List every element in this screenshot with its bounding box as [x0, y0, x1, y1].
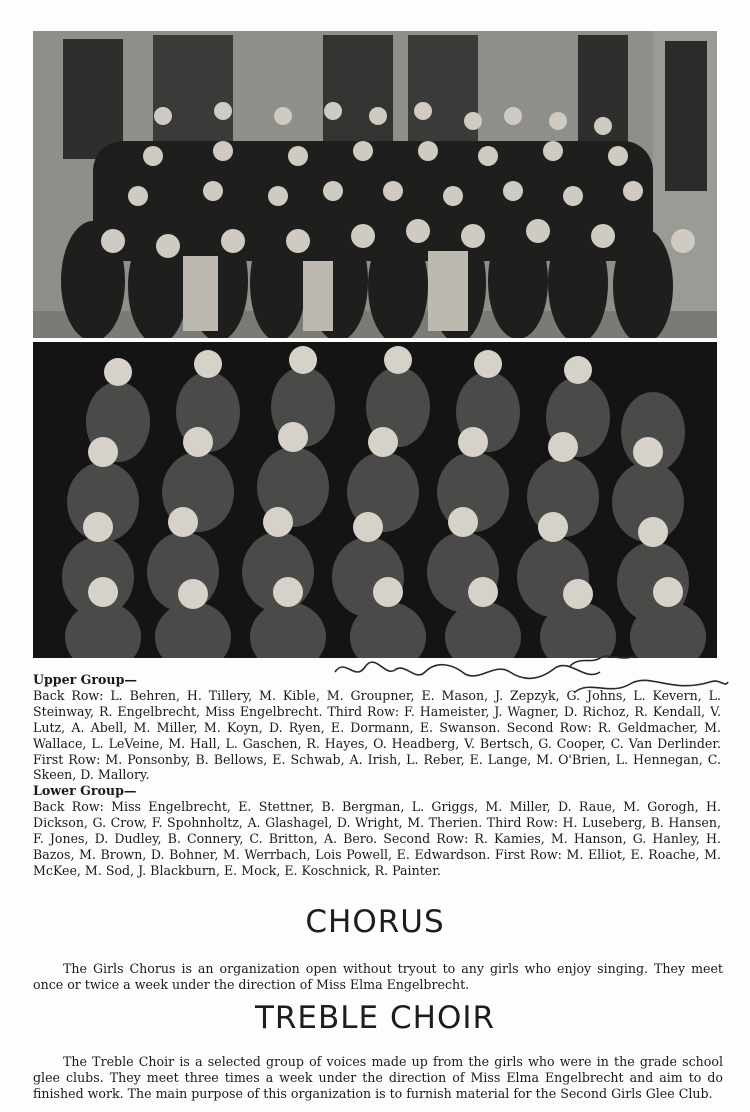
- photo-caption: [33, 672, 721, 879]
- chorus-title: CHORUS: [305, 904, 445, 940]
- treble-choir-paragraph: The Treble Choir is a selected group of voices made up from the girls who were in the grade school glee clubs. They meet three times a week under the direction of Miss Elma Engelbrecht and aim to do finished work. The main purpose of this organization is to furnish material for the Second Girls Glee Club.: [33, 1053, 723, 1101]
- upper-group-names: Back Row: L. Behren, H. Tillery, M. Kible, M. Groupner, E. Mason, J. Zepzyk, G. Johns, L. Kevern, L. Steinway, R. Engelbrecht, Miss Engelbrecht. Third Row: F. Hameister, J. Wagner, D. Richoz, R. Kendall, V. Lutz, A. Abell, M. Miller, M. Koyn, D. Ryen, E. Dormann, E. Swanson. Second Row: R. Geldmacher, M. Wallace, L. LeVeine, M. Hall, L. Gaschen, R. Hayes, O. Headberg, V. Bertsch, G. Cooper, C. Van Derlinder. First Row: M. Ponsonby, B. Bellows, E. Schwab, A. Irish, L. Reber, E. Lange, M. O'Brien, L. Hennegan, C. Skeen, D. Mallory.: [33, 687, 721, 783]
- lower-group-photo-graphic: [33, 342, 717, 658]
- lower-group-heading: Lower Group—: [33, 783, 137, 799]
- lower-group-caption: [33, 783, 721, 878]
- treble-choir-title: TREBLE CHOIR: [254, 1000, 496, 1036]
- upper-group-heading: Upper Group—: [33, 672, 137, 687]
- upper-group-photo-graphic: [33, 31, 717, 338]
- lower-group-photo: [33, 342, 717, 658]
- upper-group-photo: [33, 31, 717, 338]
- lower-group-names: Back Row: Miss Engelbrecht, E. Stettner, B. Bergman, L. Griggs, M. Miller, D. Raue, M. Gorogh, H. Dickson, G. Crow, F. Spohnholtz, A. Glashagel, D. Wright, M. Therien. Third Row: H. Luseberg, B. Hansen, F. Jones, D. Dudley, B. Connery, C. Britton, A. Bero. Second Row: R. Kamies, M. Hanson, G. Hanley, H. Bazos, M. Brown, D. Bohner, M. Werrbach, Lois Powell, E. Edwardson. First Row: M. Elliot, E. Roache, M. McKee, M. Sod, J. Blackburn, E. Mock, E. Koschnick, R. Painter.: [33, 799, 721, 878]
- upper-group-caption: [33, 672, 721, 783]
- chorus-paragraph: The Girls Chorus is an organization open without tryout to any girls who enjoy singing. They meet once or twice a week under the direction of Miss Elma Engelbrecht.: [33, 960, 723, 992]
